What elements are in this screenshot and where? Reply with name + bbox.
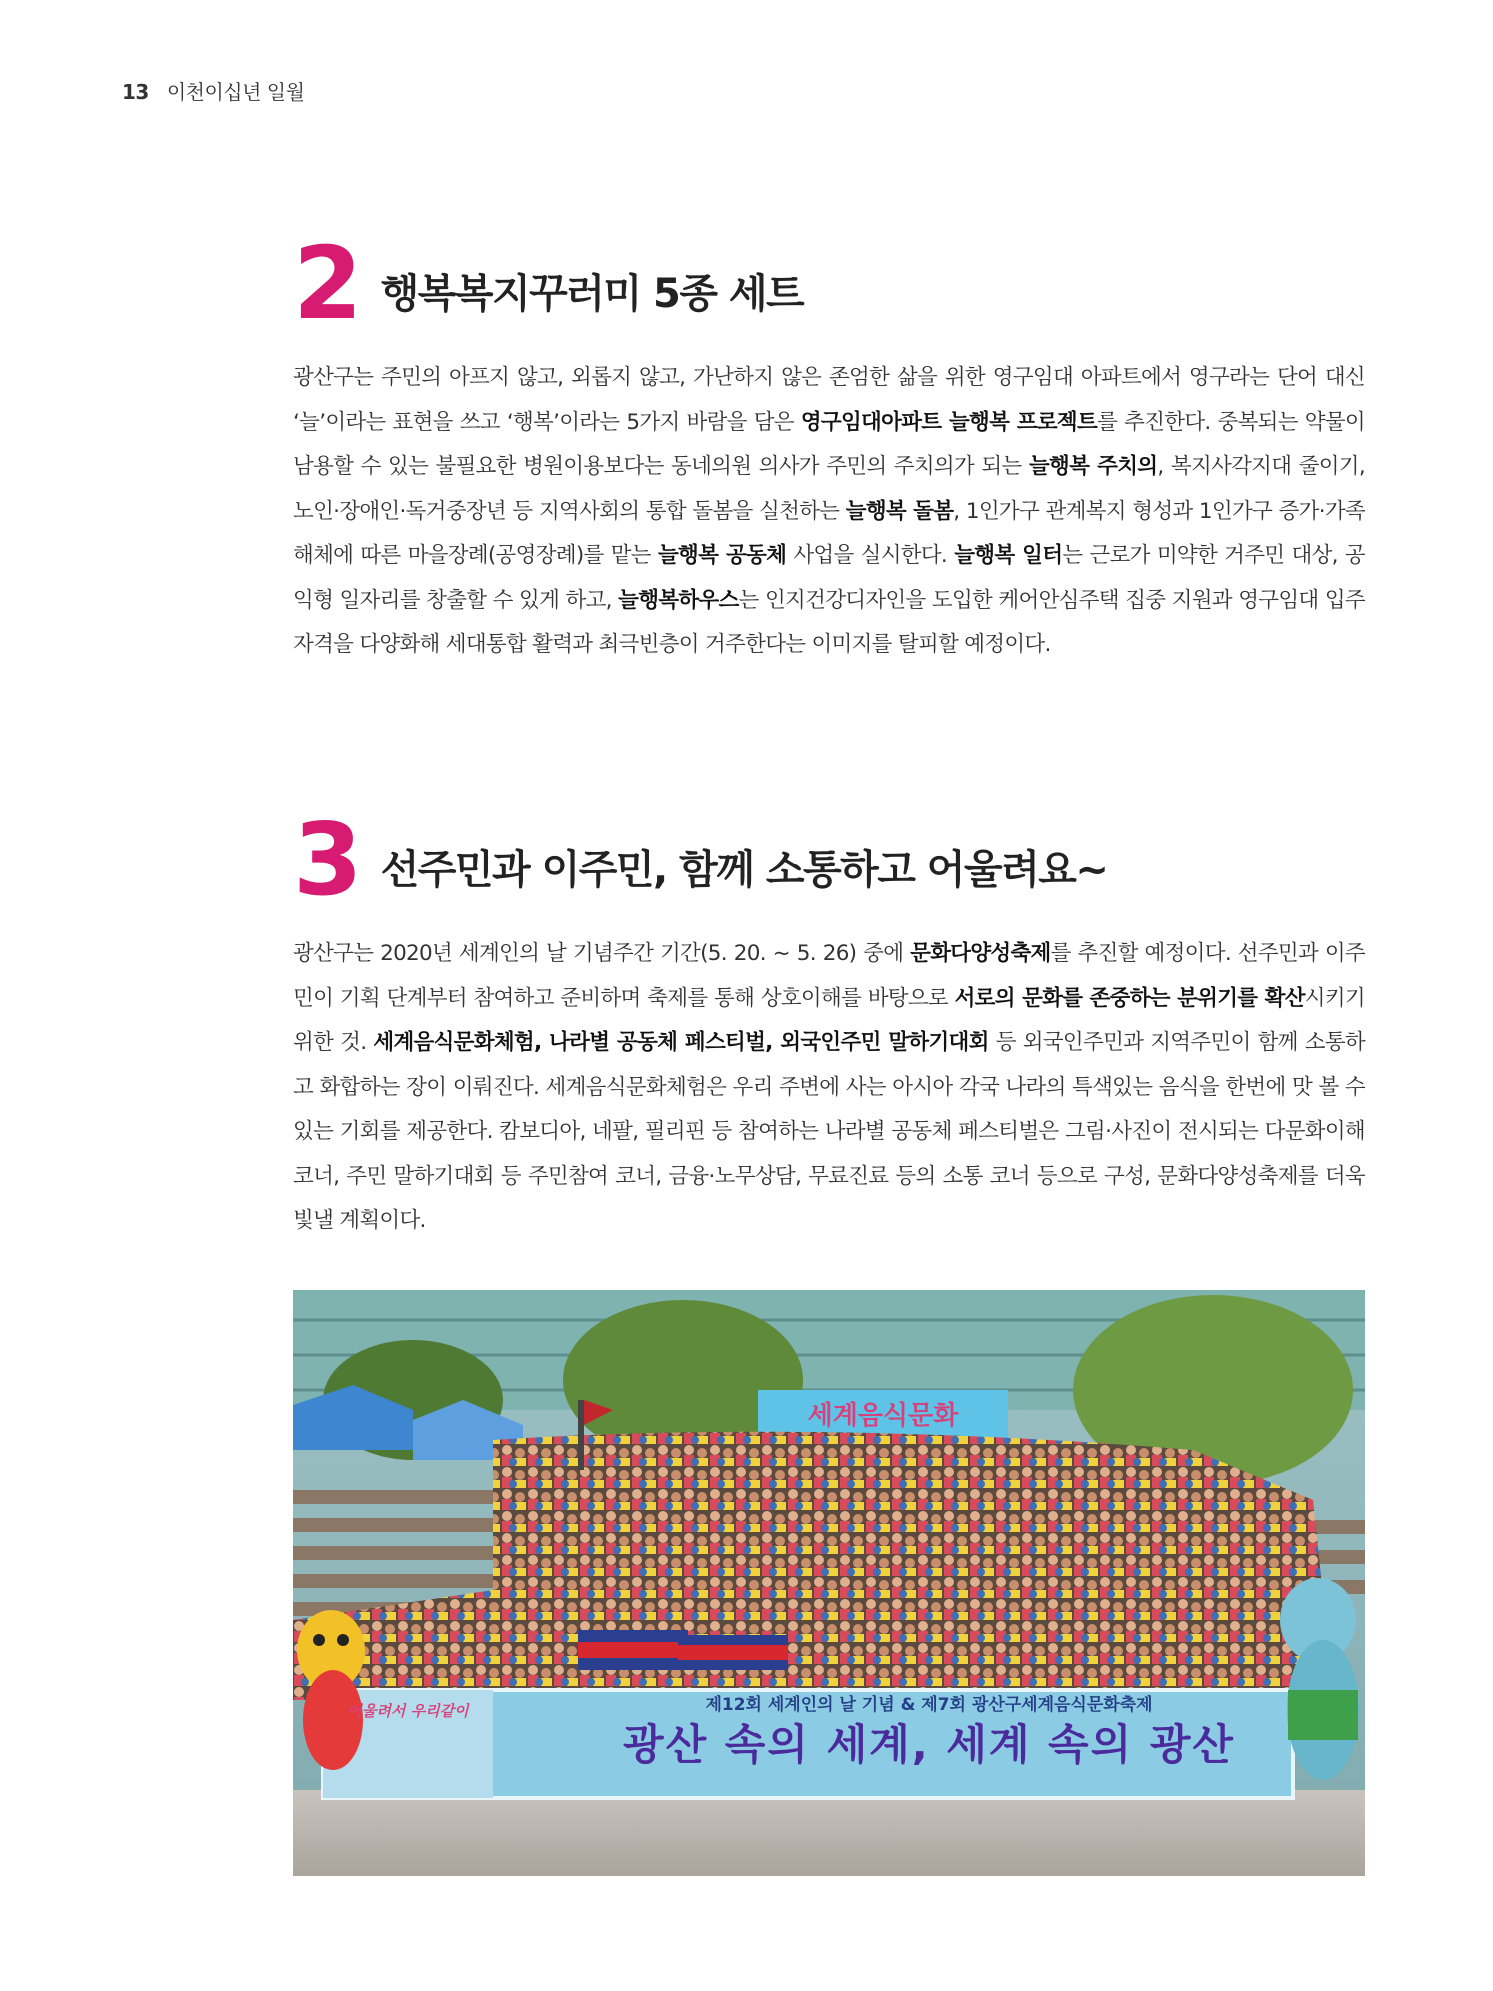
section-2 xyxy=(293,225,1365,668)
banner-left-text: 어울려서 우리같이 xyxy=(347,1702,469,1720)
page-number: 13 xyxy=(122,80,149,104)
banner-subtitle: 제12회 세계인의 날 기념 & 제7회 광산구세계음식문화축제 xyxy=(705,1695,1153,1715)
emphasis-text: 문화다양성축제 xyxy=(910,941,1051,966)
emphasis-text: 늘행복 주치의 xyxy=(1028,454,1158,479)
emphasis-text: 세계음식문화체험, 나라별 공동체 페스티벌, 외국인주민 말하기대회 xyxy=(373,1030,989,1055)
festival-group-photo xyxy=(293,1290,1365,1876)
emphasis-text: 늘행복 공동체 xyxy=(657,543,787,568)
emphasis-text: 늘행복 일터 xyxy=(954,543,1063,568)
banner-title: 광산 속의 세계, 세계 속의 광산 xyxy=(623,1720,1235,1769)
emphasis-text: 늘행복하우스 xyxy=(618,587,739,613)
section-title: 선주민과 이주민, 함께 소통하고 어울려요~ xyxy=(380,847,1108,893)
book-title: 이천이십년 일월 xyxy=(166,80,305,104)
page-header xyxy=(122,76,304,105)
section-title: 행복복지꾸러미 5종 세트 xyxy=(380,271,804,317)
emphasis-text: 서로의 문화를 존중하는 분위기를 확산 xyxy=(954,985,1305,1011)
sign-board-text: 세계음식문화 xyxy=(807,1401,959,1431)
section-number: 3 xyxy=(293,801,359,918)
emphasis-text: 늘행복 돌봄 xyxy=(845,498,954,524)
section-number: 2 xyxy=(293,225,359,342)
section-body: 광산구는 주민의 아프지 않고, 외롭지 않고, 가난하지 않은 존엄한 삶을 위한 영구임대 아파트에서 영구라는 단어 대신 ‘늘’이라는 표현을 쓰고 ‘행복’이라는 5가지 바람을 담은 영구임대아파트 늘행복 프로젝트를 추진한다. 중복되는 약물이 남용할 수 있는 불필요한 병원이용보다는 동네의원 의사가 주민의 주치의가 되는 늘행복 주치의, 복지사각지대 줄이기, 노인·장애인·독거중장년 등 지역사회의 통합 돌봄을 실천하는 늘행복 돌봄, 1인가구 관계복지 형성과 1인가구 증가·가족해체에 따른 마을장례(공영장례)를 맡는 늘행복 공동체 사업을 실시한다. 늘행복 일터는 근로가 미약한 거주민 대상, 공익형 일자리를 창출할 수 있게 하고, 늘행복하우스는 인지건강디자인을 도입한 케어안심주택 집중 지원과 영구임대 입주자격을 다양화해 세대통합 활력과 최극빈층이 거주한다는 이미지를 탈피할 예정이다. xyxy=(293,365,1365,657)
section-heading xyxy=(293,225,1365,342)
section-3 xyxy=(293,801,1366,1244)
section-body: 광산구는 2020년 세계인의 날 기념주간 기간(5. 20. ~ 5. 26) 중에 문화다양성축제를 추진할 예정이다. 선주민과 이주민이 기획 단계부터 참여하고 준비하며 축제를 통해 상호이해를 바탕으로 서로의 문화를 존중하는 분위기를 확산시키기 위한 것. 세계음식문화체험, 나라별 공동체 페스티벌, 외국인주민 말하기대회 등 외국인주민과 지역주민이 함께 소통하고 화합하는 장이 이뤄진다. 세계음식문화체험은 우리 주변에 사는 아시아 각국 나라의 특색있는 음식을 한번에 맛 볼 수 있는 기회를 제공한다. 캄보디아, 네팔, 필리핀 등 참여하는 나라별 공동체 페스티벌은 그림·사진이 전시되는 다문화이해 코너, 주민 말하기대회 등 주민참여 코너, 금융·노무상담, 무료진료 등의 소통 코너 등으로 구성, 문화다양성축제를 더욱 빛낼 계획이다. xyxy=(293,941,1366,1233)
emphasis-text: 영구임대아파트 늘행복 프로젝트 xyxy=(800,409,1098,435)
section-heading xyxy=(293,801,1365,918)
